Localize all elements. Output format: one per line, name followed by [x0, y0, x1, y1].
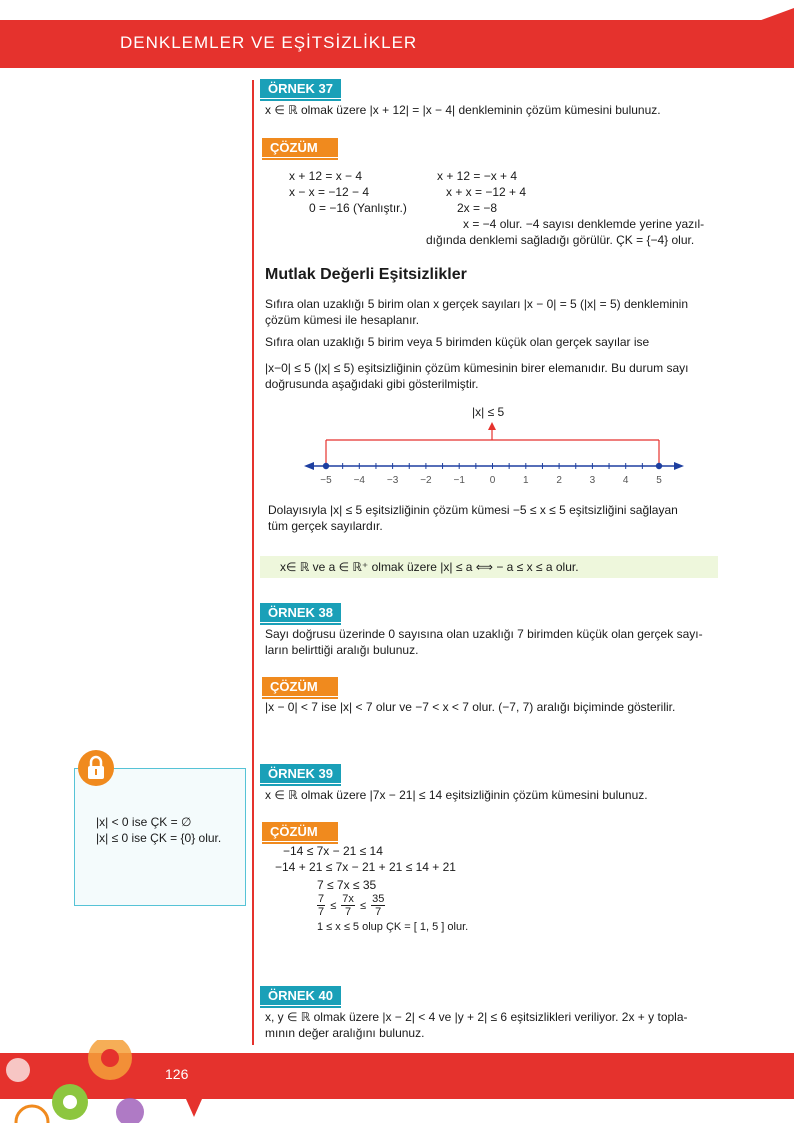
frac-3-den: 7 — [375, 906, 382, 918]
fraction-3 — [371, 893, 385, 918]
ex37-right-3: 2x = −8 — [457, 201, 498, 215]
example-37-prompt: x ∈ ℝ olmak üzere |x + 12| = |x − 4| denkleminin çözüm kümesini bulunuz. — [265, 103, 661, 117]
ex37-left-2: x − x = −12 − 4 — [289, 185, 370, 199]
example-40-prompt-a: x, y ∈ ℝ olmak üzere |x − 2| < 4 ve |y + 2| ≤ 6 eşitsizlikleri veriliyor. 2x + y topla- — [265, 1010, 688, 1024]
ex37-right-1: x + 12 = −x + 4 — [437, 169, 518, 183]
lock-icon — [78, 750, 114, 786]
tick-label: 5 — [656, 475, 662, 486]
tick-label: 2 — [556, 475, 562, 486]
example-40-badge: ÖRNEK 40 — [260, 986, 341, 1005]
leq-2: ≤ — [359, 899, 367, 912]
example-37-badge: ÖRNEK 37 — [260, 79, 341, 98]
section-p3a: |x−0| ≤ 5 (|x| ≤ 5) eşitsizliğinin çözüm kümesinin birer elemanıdır. Bu durum sayı — [265, 361, 689, 375]
tick-label: 4 — [622, 475, 629, 486]
ex39-step-2: −14 + 21 ≤ 7x − 21 + 21 ≤ 14 + 21 — [275, 860, 456, 874]
example-39-prompt: x ∈ ℝ olmak üzere |7x − 21| ≤ 14 eşitsizliğinin çözüm kümesini bulunuz. — [265, 788, 648, 802]
frac-1-num: 7 — [318, 893, 325, 905]
ex37-left-1: x + 12 = x − 4 — [289, 169, 363, 183]
example-38-solution: |x − 0| < 7 ise |x| < 7 olur ve −7 < x < 7 olur. (−7, 7) aralığı biçiminde gösterilir. — [265, 700, 676, 714]
margin-rule — [252, 80, 254, 1045]
footer-pointer — [186, 1099, 202, 1117]
ex39-step-3: 7 ≤ 7x ≤ 35 — [317, 878, 377, 892]
section-p4a: Dolayısıyla |x| ≤ 5 eşitsizliğinin çözüm kümesi −5 ≤ x ≤ 5 eşitsizliğini sağlayan — [268, 503, 678, 517]
ex37-right-4: x = −4 olur. −4 sayısı denklemde yerine yazıl- — [463, 217, 705, 231]
frac-2-den: 7 — [345, 906, 352, 918]
section-p1b: çözüm kümesi ile hesaplanır. — [265, 313, 420, 327]
tick-label: 1 — [523, 475, 529, 486]
tick-label: −4 — [353, 475, 365, 486]
header-arrow-icon — [756, 8, 794, 44]
sidebox-line-1: |x| < 0 ise ÇK = ∅ — [96, 815, 192, 829]
tick-label: 0 — [489, 475, 496, 486]
example-37-solution-badge: ÇÖZÜM — [262, 138, 338, 157]
example-38-solution-badge: ÇÖZÜM — [262, 677, 338, 696]
tick-label: 3 — [589, 475, 596, 486]
section-heading: Mutlak Değerli Eşitsizlikler — [265, 266, 467, 283]
frac-2-num: 7x — [342, 893, 354, 905]
example-40-prompt-b: mının değer aralığını bulunuz. — [265, 1026, 425, 1040]
leq-1: ≤ — [330, 899, 337, 912]
page-number: 126 — [165, 1066, 189, 1082]
ex37-right-2: x + x = −12 + 4 — [446, 185, 527, 199]
ex39-step-1: −14 ≤ 7x − 21 ≤ 14 — [283, 844, 383, 858]
tick-label: −1 — [453, 475, 465, 486]
ex39-fraction-row — [317, 893, 385, 918]
ex37-right-5: dığında denklemi sağladığı görülür. ÇK = {−4} olur. — [426, 233, 695, 247]
example-39-solution-badge: ÇÖZÜM — [262, 822, 338, 841]
section-p1a: Sıfıra olan uzaklığı 5 birim olan x gerçek sayıları |x − 0| = 5 (|x| = 5) denkleminin — [265, 297, 688, 311]
numberline-label: |x| ≤ 5 — [472, 405, 505, 419]
tick-label: −2 — [420, 475, 432, 486]
sidebox-line-2: |x| ≤ 0 ise ÇK = {0} olur. — [96, 831, 222, 845]
chapter-title: DENKLEMLER VE EŞİTSİZLİKLER — [120, 33, 418, 52]
fraction-2 — [341, 893, 355, 918]
example-38-badge: ÖRNEK 38 — [260, 603, 341, 622]
fraction-1 — [317, 893, 325, 918]
section-p4b: tüm gerçek sayılardır. — [268, 519, 383, 533]
frac-3-num: 35 — [372, 893, 385, 905]
ex39-result: 1 ≤ x ≤ 5 olup ÇK = [ 1, 5 ] olur. — [317, 921, 469, 933]
section-p3b: doğrusunda aşağıdaki gibi gösterilmiştir. — [265, 377, 479, 391]
gear-label: 05 — [22, 1080, 33, 1090]
example-39-badge: ÖRNEK 39 — [260, 764, 341, 783]
example-38-prompt-b: ların belirttiği aralığı bulunuz. — [265, 643, 419, 657]
tick-label: −3 — [386, 475, 399, 486]
section-p2: Sıfıra olan uzaklığı 5 birim veya 5 birimden küçük olan gerçek sayılar ise — [265, 335, 650, 349]
frac-1-den: 7 — [318, 906, 325, 918]
rule-text: x∈ ℝ ve a ∈ ℝ⁺ olmak üzere |x| ≤ a ⟺ − a ≤ x ≤ a olur. — [280, 560, 579, 574]
ex37-left-3: 0 = −16 (Yanlıştır.) — [309, 201, 407, 215]
tick-label: −5 — [320, 475, 332, 486]
example-38-prompt-a: Sayı doğrusu üzerinde 0 sayısına olan uzaklığı 7 birimden küçük olan gerçek sayı- — [265, 627, 703, 641]
